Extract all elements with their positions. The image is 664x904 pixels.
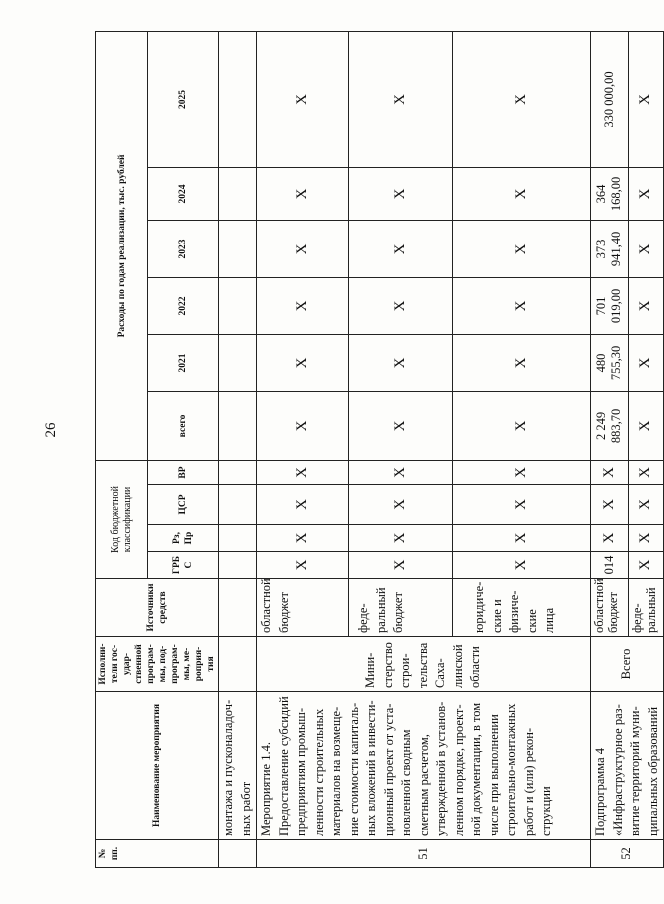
cell-2024: X xyxy=(257,167,349,220)
cell-grbs: X xyxy=(349,552,453,579)
table-row xyxy=(591,31,629,867)
source: феде-ральный бюджет xyxy=(349,579,453,637)
source: юридиче-ские и физиче-ские лица xyxy=(453,579,591,637)
cell-csr: X xyxy=(349,485,453,525)
continued-no xyxy=(219,840,257,868)
cell-2022: X xyxy=(453,277,591,334)
cell-csr: X xyxy=(453,485,591,525)
cell-rzpr: X xyxy=(591,525,629,552)
header-year-2025: 2025 xyxy=(148,31,219,167)
table-row xyxy=(257,31,349,867)
cell-2023: X xyxy=(453,220,591,277)
cell-2023: 373 941,40 xyxy=(591,220,629,277)
event-name: Подпрограмма 4 «Инфраструктурное раз-витие территорий муни-ципальных образований xyxy=(591,692,664,840)
cell-rzpr: X xyxy=(628,525,663,552)
row-number: 52 xyxy=(591,840,664,868)
source: феде-ральный xyxy=(628,579,663,637)
cell-total: X xyxy=(257,391,349,460)
cell-total: X xyxy=(453,391,591,460)
cell-total: X xyxy=(628,391,663,460)
cell-vr: X xyxy=(349,460,453,484)
header-expenses: Расходы по годам реализации, тыс. рублей xyxy=(96,31,148,460)
cell-2023: X xyxy=(349,220,453,277)
header-year-2023: 2023 xyxy=(148,220,219,277)
header-grbs: ГРБ С xyxy=(148,552,219,579)
cell-2022: X xyxy=(349,277,453,334)
cell-csr: X xyxy=(257,485,349,525)
header-year-2024: 2024 xyxy=(148,167,219,220)
cell-2022: X xyxy=(628,277,663,334)
cell-2021: X xyxy=(349,334,453,391)
page-number: 26 xyxy=(43,422,59,438)
header-rzpr: Рз, Пр xyxy=(148,525,219,552)
cell-2024: X xyxy=(628,167,663,220)
source: областной бюджет xyxy=(257,579,349,637)
cell-grbs: X xyxy=(257,552,349,579)
rotated-table-container xyxy=(95,32,660,868)
cell-grbs: 014 xyxy=(591,552,629,579)
cell-rzpr: X xyxy=(349,525,453,552)
budget-table xyxy=(95,31,664,868)
header-year-2021: 2021 xyxy=(148,334,219,391)
cell-csr: X xyxy=(591,485,629,525)
cell-2022: 701 019,00 xyxy=(591,277,629,334)
cell-2025: X xyxy=(349,31,453,167)
header-no: № пп. xyxy=(96,840,219,868)
cell-total: X xyxy=(349,391,453,460)
cell-2024: 364 168,00 xyxy=(591,167,629,220)
header-name: Наименование мероприятия xyxy=(96,692,219,840)
cell-2021: X xyxy=(453,334,591,391)
event-name: Мероприятие 1.4. Предоставление субсидий предприятиям промыш-ленности строительных материалов на возмеще-ние стоимости капиталь-ных вложений в инвести-ционный проект от уста-новленной сводным сметным расчетом, утвержденной в установ-ленном порядке, проект-ной документации, в том числе при выполнении строительно-монтажных работ и (или) рекон-струкции xyxy=(257,692,591,840)
header-csr: ЦСР xyxy=(148,485,219,525)
header-total: всего xyxy=(148,391,219,460)
cell-2025: X xyxy=(257,31,349,167)
document-sheet xyxy=(95,32,660,868)
header-sources: Источники средств xyxy=(96,579,219,637)
cell-vr: X xyxy=(628,460,663,484)
cell-2021: X xyxy=(628,334,663,391)
cell-vr: X xyxy=(591,460,629,484)
header-executor: Исполни-тели гос-удар-ственной програм-мы, под-програм-мы, ме-роприя-тия xyxy=(96,637,219,692)
cell-2023: X xyxy=(257,220,349,277)
header-year-2022: 2022 xyxy=(148,277,219,334)
cell-grbs: X xyxy=(628,552,663,579)
header-kbk: Код бюджетной классификации xyxy=(96,460,148,578)
continued-row xyxy=(219,31,257,867)
cell-vr: X xyxy=(453,460,591,484)
source: областной бюджет xyxy=(591,579,629,637)
cell-csr: X xyxy=(628,485,663,525)
cell-2021: 480 755,30 xyxy=(591,334,629,391)
row-number: 51 xyxy=(257,840,591,868)
cell-rzpr: X xyxy=(453,525,591,552)
cell-2025: X xyxy=(453,31,591,167)
executor: Всего xyxy=(591,637,664,692)
cell-total: 2 249 883,70 xyxy=(591,391,629,460)
executor: Мини-стерство строи-тельства Саха-линской области xyxy=(257,637,591,692)
cell-2023: X xyxy=(628,220,663,277)
cell-2024: X xyxy=(453,167,591,220)
cell-2022: X xyxy=(257,277,349,334)
cell-grbs: X xyxy=(453,552,591,579)
cell-2025: 330 000,00 xyxy=(591,31,629,167)
header-vr: ВР xyxy=(148,460,219,484)
cell-rzpr: X xyxy=(257,525,349,552)
cell-2024: X xyxy=(349,167,453,220)
cell-vr: X xyxy=(257,460,349,484)
continued-name: монтажа и пусконаладоч-ных работ xyxy=(219,692,257,840)
cell-2021: X xyxy=(257,334,349,391)
cell-2025: X xyxy=(628,31,663,167)
